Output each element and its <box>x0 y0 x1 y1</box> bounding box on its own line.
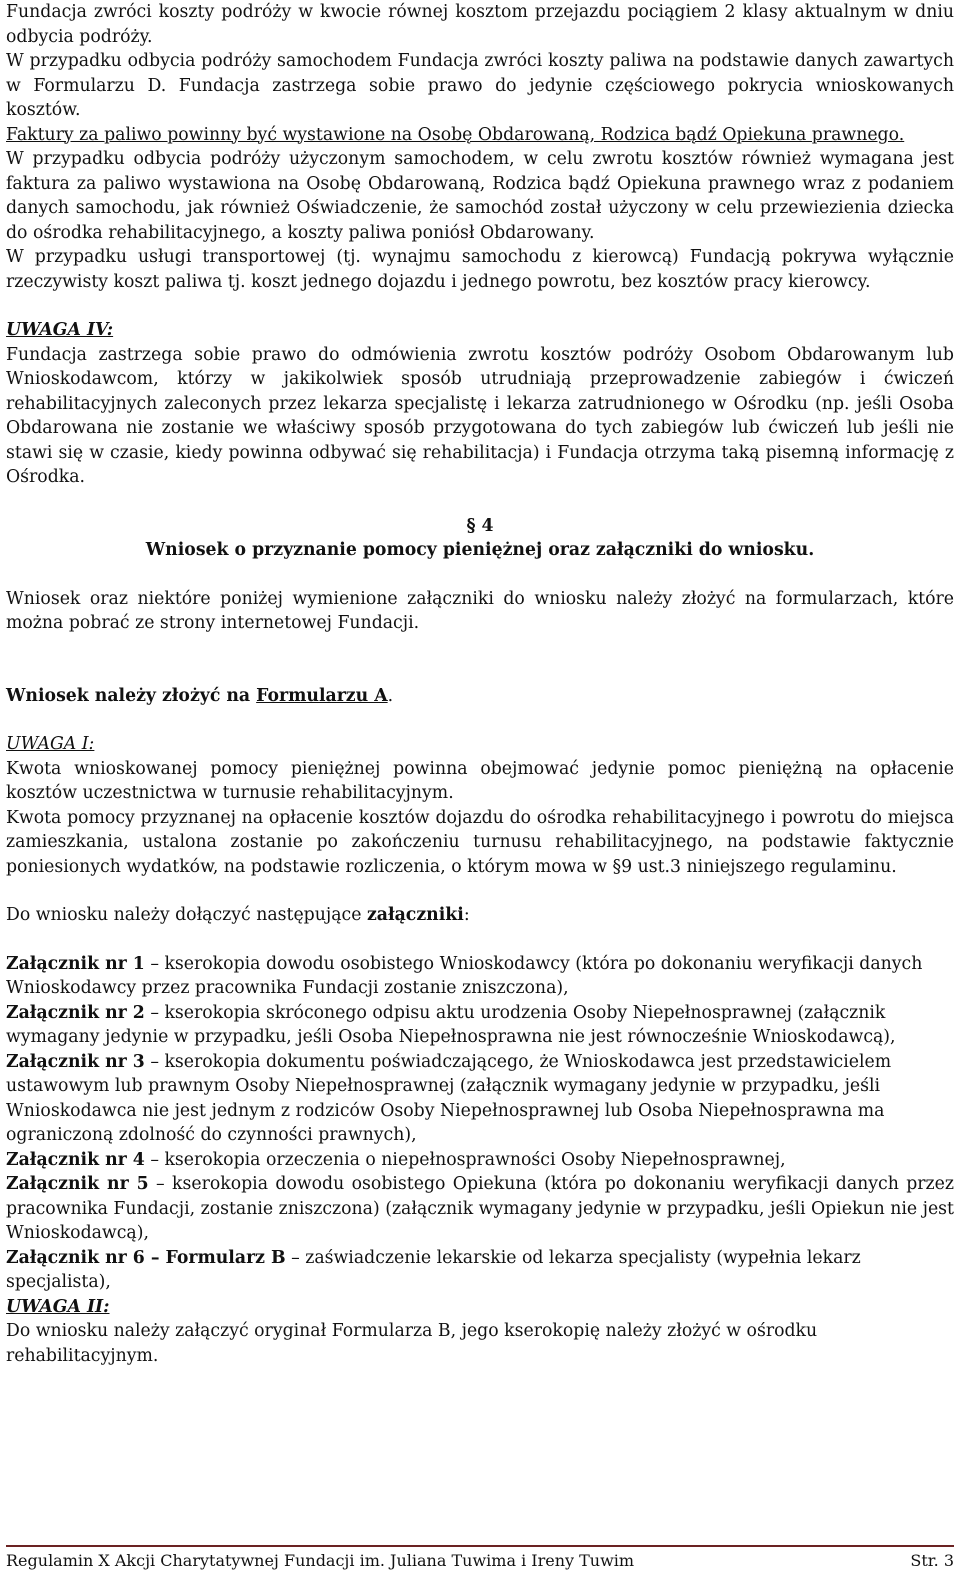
paragraph-form-a <box>6 684 954 709</box>
attachment-label: Załącznik nr 4 <box>6 1149 145 1170</box>
attachment-label: Załącznik nr 6 – Formularz B <box>6 1247 286 1268</box>
section-title: Wniosek o przyznanie pomocy pieniężnej oraz załączniki do wniosku. <box>145 540 815 560</box>
attachment-item <box>6 1050 954 1148</box>
paragraph-transport-service: W przypadku usługi transportowej (tj. wynajmu samochodu z kierowcą) Fundacją pokrywa wyłącznie rzeczywisty koszt paliwa tj. koszt jednego dojazdu i jednego powrotu, bez kosztów pracy kierowcy. <box>6 247 954 292</box>
paragraph-car-fuel: W przypadku odbycia podróży samochodem Fundacja zwróci koszty paliwa na podstawie danych zawartych w Formularzu D. Fundacja zastrzega sobie prawo do jedynie częściowego pokrycia wnioskowanych kosztów. <box>6 51 954 120</box>
form-a-end: . <box>387 685 394 706</box>
document-page <box>6 0 954 1368</box>
form-a-link[interactable]: Formularzu A <box>256 685 388 706</box>
attachment-text: – kserokopia dokumentu poświadczającego, że Wnioskodawca jest przedstawicielem ustawowym lub prawnym Osoby Niepełnosprawnej (załącznik wymagany jedynie w przypadku, jeśli Wnioskodawca nie jest jednym z rodziców Osoby Niepełnosprawnej lub Osoba Niepełnosprawna ma ograniczoną zdolność do czynności prawnych), <box>6 1051 892 1145</box>
attachment-label: Załącznik nr 1 <box>6 953 145 974</box>
form-a-lead: Wniosek należy złożyć na <box>6 685 257 706</box>
attachment-item <box>6 1246 954 1295</box>
attachment-item <box>6 1172 954 1246</box>
attachment-label: Załącznik nr 3 <box>6 1051 145 1072</box>
attachment-item <box>6 952 954 1001</box>
attachment-label: Załącznik nr 5 <box>6 1174 149 1194</box>
attachments-intro-text: Do wniosku należy dołączyć następujące <box>6 905 367 925</box>
attachment-item <box>6 1148 954 1173</box>
footer-title: Regulamin X Akcji Charytatywnej Fundacji im. Juliana Tuwima i Ireny Tuwim <box>6 1551 635 1570</box>
section-number: § 4 <box>466 515 494 536</box>
attachments-list <box>6 952 954 1295</box>
attachment-item <box>6 1001 954 1050</box>
attachment-text: – zaświadczenie lekarskie od lekarza specjalisty (wypełnia lekarz specjalista), <box>6 1247 861 1292</box>
attachment-text: – kserokopia orzeczenia o niepełnosprawności Osoby Niepełnosprawnej, <box>144 1149 786 1170</box>
attachment-text: – kserokopia dowodu osobistego Opiekuna (która po dokonaniu weryfikacji danych przez pracownika Fundacji, zostanie zniszczona) (załącznik wymagany jedynie w przypadku, jeśli Opiekun nie jest Wnioskodawcą), <box>6 1174 954 1243</box>
attachments-intro-end: : <box>463 905 470 925</box>
paragraph-fuel-invoices: Faktury za paliwo powinny być wystawione na Osobę Obdarowaną, Rodzica bądź Opiekuna prawnego. <box>6 124 905 145</box>
uwaga-ii-heading: UWAGA II: <box>6 1296 110 1317</box>
attachment-text: – kserokopia dowodu osobistego Wnioskodawcy (która po dokonaniu weryfikacji danych Wnioskodawcy przez pracownika Fundacji zostanie zniszczona), <box>6 953 923 998</box>
uwaga-iv-heading: UWAGA IV: <box>6 320 114 340</box>
paragraph-travel-cost: Fundacja zwróci koszty podróży w kwocie równej kosztom przejazdu pociągiem 2 klasy aktualnym w dniu odbycia podróży. <box>6 2 954 47</box>
paragraph-forms-download: Wniosek oraz niektóre poniżej wymienione załączniki do wniosku należy złożyć na formularzach, które można pobrać ze strony internetowej Fundacji. <box>6 588 954 633</box>
paragraph-borrowed-car: W przypadku odbycia podróży użyczonym samochodem, w celu zwrotu kosztów również wymagana jest faktura za paliwo wystawiona na Osobę Obdarowaną, Rodzica bądź Opiekuna prawnego wraz z podaniem danych samochodu, jak również Oświadczenie, że samochód został użyczony w celu przewiezienia dziecka do ośrodka rehabilitacyjnego, a koszty paliwa poniósł Obdarowany. <box>6 149 954 243</box>
paragraph-travel-amount: Kwota pomocy przyznanej na opłacenie kosztów dojazdu do ośrodka rehabilitacyjnego i powrotu do miejsca zamieszkania, ustalona zostanie po zakończeniu turnusu rehabilitacyjnego, na podstawie faktycznie poniesionych wydatków, na podstawie rozliczenia, o którym mowa w §9 ust.3 niniejszego regulaminu. <box>6 807 954 877</box>
footer-page-number: Str. 3 <box>910 1551 954 1570</box>
attachment-label: Załącznik nr 2 <box>6 1002 145 1023</box>
attachments-intro-bold: załączniki <box>366 905 464 925</box>
paragraph-requested-amount: Kwota wnioskowanej pomocy pieniężnej powinna obejmować jedynie pomoc pieniężną na opłacenie kosztów uczestnictwa w turnusie rehabilitacyjnym. <box>6 758 954 803</box>
uwaga-i-heading: UWAGA I: <box>6 734 95 754</box>
attachment-text: – kserokopia skróconego odpisu aktu urodzenia Osoby Niepełnosprawnej (załącznik wymagany jedynie w przypadku, jeśli Osoba Niepełnosprawna nie jest równocześnie Wnioskodawcą), <box>6 1002 896 1047</box>
paragraph-form-b-original: Do wniosku należy załączyć oryginał Formularza B, jego kserokopię należy złożyć w ośrodku rehabilitacyjnym. <box>6 1321 818 1366</box>
paragraph-attachments-intro <box>6 903 954 928</box>
page-footer <box>6 1545 954 1571</box>
paragraph-refusal-right: Fundacja zastrzega sobie prawo do odmówienia zwrotu kosztów podróży Osobom Obdarowanym lub Wnioskodawcom, którzy w jakikolwiek sposób utrudniają przeprowadzenie zabiegów i ćwiczeń rehabilitacyjnych zaleconych przez lekarza specjalistę i lekarza zatrudnionego w Ośrodku (np. jeśli Osoba Obdarowana nie zostanie we właściwy sposób przygotowana do tych zabiegów lub ćwiczeń lub jeśli nie stawi się w czasie, kiedy powinna odbywać się rehabilitacja) i Fundacja otrzyma taką pisemną informację z Ośrodka. <box>6 344 954 487</box>
